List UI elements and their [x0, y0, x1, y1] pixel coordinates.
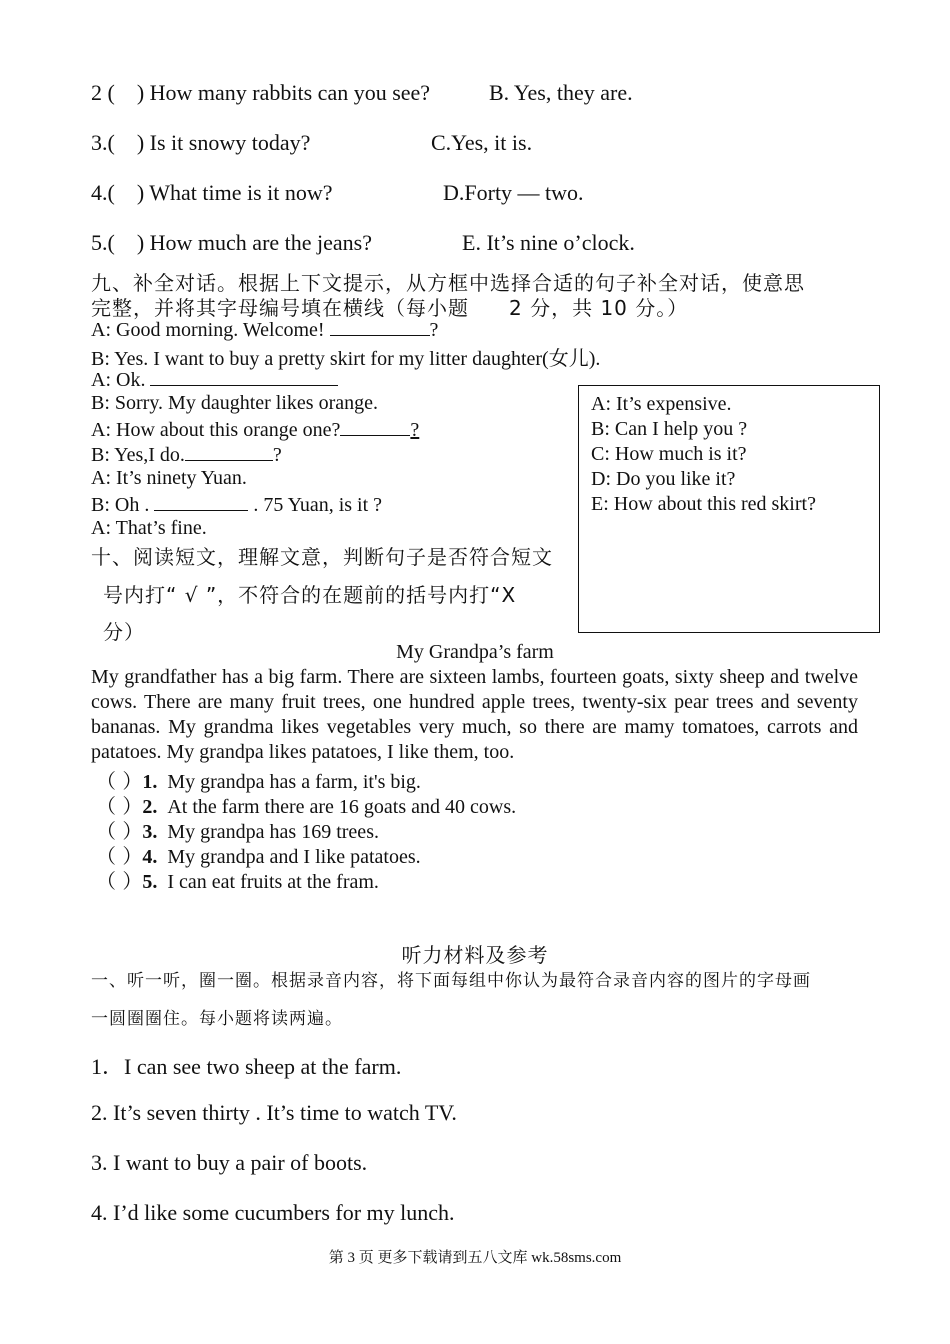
dialog-line: B: Yes. I want to buy a pretty skirt for my litter daughter(女儿). [91, 348, 601, 370]
option-b: B: Can I help you ? [591, 418, 748, 440]
question-text: How much are the jeans? [149, 230, 373, 255]
statement-number: 1. [142, 771, 158, 793]
listening-instruction-line2: 一圆圈圈住。每小题将读两遍。 [91, 1009, 343, 1029]
option-a: A: It’s expensive. [591, 393, 732, 415]
dialog-line [91, 367, 338, 392]
passage-title: My Grandpa’s farm [396, 641, 554, 663]
question-text: How many rabbits can you see? [149, 80, 431, 105]
dialog-text: A: Ok. [91, 369, 151, 391]
dialog-text: B: Yes,I do. [91, 444, 185, 466]
dialog-text: ? [429, 319, 439, 341]
dialog-text: . 75 Yuan, is it ? [248, 494, 383, 516]
answer-blank[interactable] [340, 417, 410, 436]
matching-row [91, 230, 372, 256]
listening-title: 听力材料及参考 [401, 943, 549, 967]
dialog-line [91, 442, 282, 467]
statement-text: My grandpa and I like patatoes. [167, 846, 421, 868]
answer-option: E. It’s nine o’clock. [462, 230, 635, 255]
section10-instruction-line3: 分） [103, 620, 145, 644]
score-note: 2 分，共 10 分。） [509, 296, 689, 320]
paren-close: ) [136, 130, 145, 155]
statement-number: 5. [142, 871, 158, 893]
item-number: 4.( [91, 180, 115, 205]
matching-row [91, 180, 333, 206]
paren-close: ) [136, 80, 145, 105]
listening-item: 1．I can see two sheep at the farm. [91, 1054, 402, 1079]
statement-text: My grandpa has 169 trees. [167, 821, 379, 843]
statement-number: 3. [142, 821, 158, 843]
question-text: Is it snowy today? [149, 130, 311, 155]
answer-paren[interactable]: （ ） [96, 769, 143, 793]
dialog-text: ? [410, 419, 420, 441]
dialog-line: A: That’s fine. [91, 517, 207, 539]
page-footer: 第 3 页 更多下载请到五八文库 wk.58sms.com [328, 1250, 622, 1266]
question-text: What time is it now? [149, 180, 333, 205]
listening-item: 3. I want to buy a pair of boots. [91, 1150, 368, 1175]
dialog-text: A: Good morning. Welcome! [91, 319, 330, 341]
dialog-line [91, 417, 419, 442]
statement-row [96, 865, 379, 894]
item-number: 3.( [91, 130, 115, 155]
passage-paragraph: My grandfather has a big farm. There are sixteen lambs, fourteen goats, sixty sheep and twelve cows. There are many fruit trees, one hundred apple trees, twenty-six pear trees and seventy bananas. My grandma likes vegetables very much, so there are mamy tomatoes, carrots and patatoes. My grandpa likes patatoes, I like them, too. [91, 666, 858, 763]
dialog-line: A: It’s ninety Yuan. [91, 467, 247, 489]
matching-row [91, 80, 430, 106]
answer-option: C.Yes, it is. [431, 130, 533, 155]
answer-option: D.Forty — two. [443, 180, 584, 205]
paren-close: ) [136, 180, 145, 205]
section10-instruction: 十、阅读短文，理解文意，判断句子是否符合短文 [91, 545, 553, 569]
statement-text: I can eat fruits at the fram. [167, 871, 379, 893]
statement-number: 4. [142, 846, 158, 868]
section10-instruction-line2: 号内打“ √ ”，不符合的在题前的括号内打“X [103, 583, 517, 607]
answer-blank[interactable] [330, 317, 430, 336]
dialog-text: ? [272, 444, 282, 466]
answer-blank[interactable] [154, 492, 248, 511]
dialog-line [91, 492, 382, 517]
answer-paren[interactable]: （ ） [96, 819, 143, 843]
answer-paren[interactable]: （ ） [96, 794, 143, 818]
section9-instruction: 九、补全对话。根据上下文提示，从方框中选择合适的句子补全对话，使意思 [91, 271, 805, 295]
matching-row [91, 130, 310, 156]
answer-blank[interactable] [150, 367, 338, 386]
statement-number: 2. [142, 796, 158, 818]
option-e: E: How about this red skirt? [591, 493, 816, 515]
listening-instruction: 一、听一听，圈一圈。根据录音内容，将下面每组中你认为最符合录音内容的图片的字母画 [91, 971, 811, 991]
item-number: 5.( [91, 230, 115, 255]
answer-option: B. Yes, they are. [489, 80, 633, 105]
dialog-line [91, 317, 438, 342]
answer-paren[interactable]: （ ） [96, 844, 143, 868]
dialog-line: B: Sorry. My daughter likes orange. [91, 392, 378, 414]
paren-close: ) [136, 230, 145, 255]
dialog-text: A: How about this orange one? [91, 419, 341, 441]
option-d: D: Do you like it? [591, 468, 736, 490]
answer-blank[interactable] [185, 442, 273, 461]
dialog-text: B: Oh . [91, 494, 155, 516]
listening-item: 2. It’s seven thirty . It’s time to watch TV. [91, 1100, 457, 1125]
instruction-text: 完整，并将其字母编号填在横线（每小题 [91, 296, 469, 320]
statement-text: At the farm there are 16 goats and 40 cows. [167, 796, 517, 818]
answer-paren[interactable]: （ ） [96, 869, 143, 893]
option-c: C: How much is it? [591, 443, 747, 465]
listening-item: 4. I’d like some cucumbers for my lunch. [91, 1200, 455, 1225]
options-box [578, 385, 880, 633]
statement-text: My grandpa has a farm, it's big. [167, 771, 421, 793]
item-number: 2 ( [91, 80, 115, 105]
